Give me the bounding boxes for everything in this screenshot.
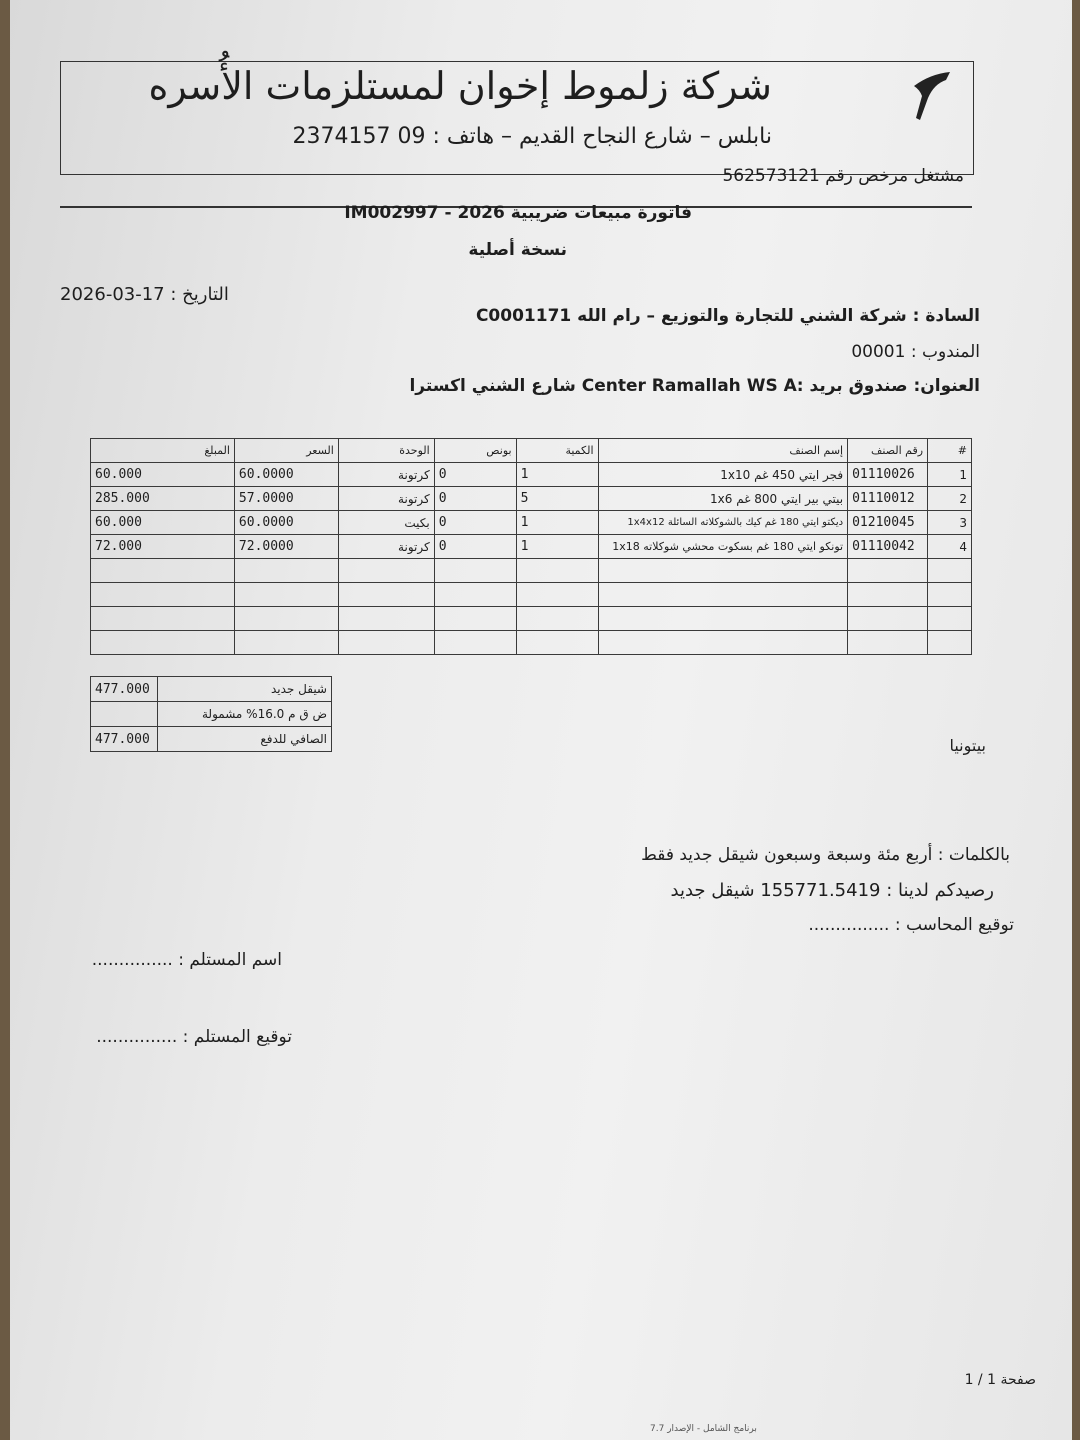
page-number: صفحة 1 / 1 bbox=[964, 1372, 1036, 1388]
table-header-row bbox=[91, 439, 972, 463]
row-price: 57.0000 bbox=[234, 487, 338, 511]
row-price: 72.0000 bbox=[234, 535, 338, 559]
program-footer: برنامج الشامل - الإصدار 7.7 bbox=[650, 1424, 757, 1434]
totals-value: 477.000 bbox=[91, 677, 158, 702]
logo-mark-icon bbox=[910, 68, 954, 124]
account-balance: رصيدكم لدينا : 155771.5419 شيقل جديد bbox=[670, 880, 994, 901]
sales-rep: المندوب : 00001 bbox=[851, 342, 980, 362]
row-index: 2 bbox=[928, 487, 972, 511]
col-name: إسم الصنف bbox=[598, 439, 848, 463]
row-price: 60.0000 bbox=[234, 511, 338, 535]
row-bonus: 0 bbox=[434, 487, 516, 511]
items-table bbox=[90, 438, 972, 655]
totals-row-vat bbox=[91, 702, 332, 727]
col-amount: المبلغ bbox=[91, 439, 235, 463]
row-price: 60.0000 bbox=[234, 463, 338, 487]
receiver-name: اسم المستلم : ............... bbox=[91, 950, 282, 970]
row-unit: كرتونة bbox=[338, 487, 434, 511]
totals-value bbox=[91, 702, 158, 727]
row-name: ديكتو ايتي 180 غم كيك بالشوكلاته السائلة 1x4x12 bbox=[598, 511, 848, 535]
empty-row bbox=[91, 631, 972, 655]
row-amount: 72.000 bbox=[91, 535, 235, 559]
row-unit: كرتونة bbox=[338, 463, 434, 487]
table-row bbox=[91, 487, 972, 511]
row-name: فجر ايتي 450 غم 1x10 bbox=[598, 463, 848, 487]
row-code: 01110012 bbox=[848, 487, 928, 511]
row-index: 4 bbox=[928, 535, 972, 559]
customer-address: العنوان: صندوق بريد :Center Ramallah WS A شارع الشني اكسترا bbox=[409, 376, 980, 396]
table-row bbox=[91, 511, 972, 535]
row-amount: 60.000 bbox=[91, 511, 235, 535]
copy-label: نسخة أصلية bbox=[468, 240, 567, 260]
row-unit: كرتونة bbox=[338, 535, 434, 559]
invoice-title: فاتورة مبيعات ضريبية 2026 - IM002997 bbox=[344, 203, 692, 223]
row-index: 3 bbox=[928, 511, 972, 535]
totals-label: الصافي للدفع bbox=[158, 727, 332, 752]
totals-table bbox=[90, 676, 332, 752]
license-number: مشتغل مرخص رقم 562573121 bbox=[722, 166, 964, 186]
totals-label: ض ق م 16.0% مشمولة bbox=[158, 702, 332, 727]
col-unit: الوحدة bbox=[338, 439, 434, 463]
invoice-paper bbox=[10, 0, 1072, 1440]
row-qty: 1 bbox=[516, 535, 598, 559]
row-code: 01210045 bbox=[848, 511, 928, 535]
row-qty: 1 bbox=[516, 463, 598, 487]
col-price: السعر bbox=[234, 439, 338, 463]
row-amount: 60.000 bbox=[91, 463, 235, 487]
row-bonus: 0 bbox=[434, 535, 516, 559]
totals-row-net bbox=[91, 727, 332, 752]
company-name: شركة زلموط إخوان لمستلزمات الأُسره bbox=[148, 64, 772, 108]
table-row bbox=[91, 463, 972, 487]
empty-row bbox=[91, 607, 972, 631]
row-code: 01110026 bbox=[848, 463, 928, 487]
row-code: 01110042 bbox=[848, 535, 928, 559]
delivery-note: بيتونيا bbox=[949, 736, 986, 755]
invoice-date: التاريخ : 17-03-2026 bbox=[60, 284, 229, 305]
row-qty: 1 bbox=[516, 511, 598, 535]
empty-row bbox=[91, 559, 972, 583]
row-bonus: 0 bbox=[434, 511, 516, 535]
col-index: # bbox=[928, 439, 972, 463]
accountant-signature: توقيع المحاسب : ............... bbox=[808, 915, 1014, 935]
col-code: رقم الصنف bbox=[848, 439, 928, 463]
receiver-signature: توقيع المستلم : ............... bbox=[96, 1027, 292, 1047]
company-address-phone: نابلس – شارع النجاح القديم – هاتف : 09 2374157 bbox=[292, 124, 772, 149]
row-unit: بكيت bbox=[338, 511, 434, 535]
table-row bbox=[91, 535, 972, 559]
customer-name: السادة : شركة الشني للتجارة والتوزيع – رام الله C0001171 bbox=[475, 306, 980, 326]
amount-in-words: بالكلمات : أربع مئة وسبعة وسبعون شيقل جديد فقط bbox=[641, 845, 1010, 865]
row-qty: 5 bbox=[516, 487, 598, 511]
empty-row bbox=[91, 583, 972, 607]
totals-label: شيقل جديد bbox=[158, 677, 332, 702]
row-index: 1 bbox=[928, 463, 972, 487]
row-name: تونكو ايتي 180 غم بسكوت محشي شوكلاته 1x18 bbox=[598, 535, 848, 559]
totals-row-subtotal bbox=[91, 677, 332, 702]
row-amount: 285.000 bbox=[91, 487, 235, 511]
totals-value: 477.000 bbox=[91, 727, 158, 752]
row-bonus: 0 bbox=[434, 463, 516, 487]
col-qty: الكمية bbox=[516, 439, 598, 463]
row-name: بيتي بير ايتي 800 غم 1x6 bbox=[598, 487, 848, 511]
col-bonus: بونص bbox=[434, 439, 516, 463]
